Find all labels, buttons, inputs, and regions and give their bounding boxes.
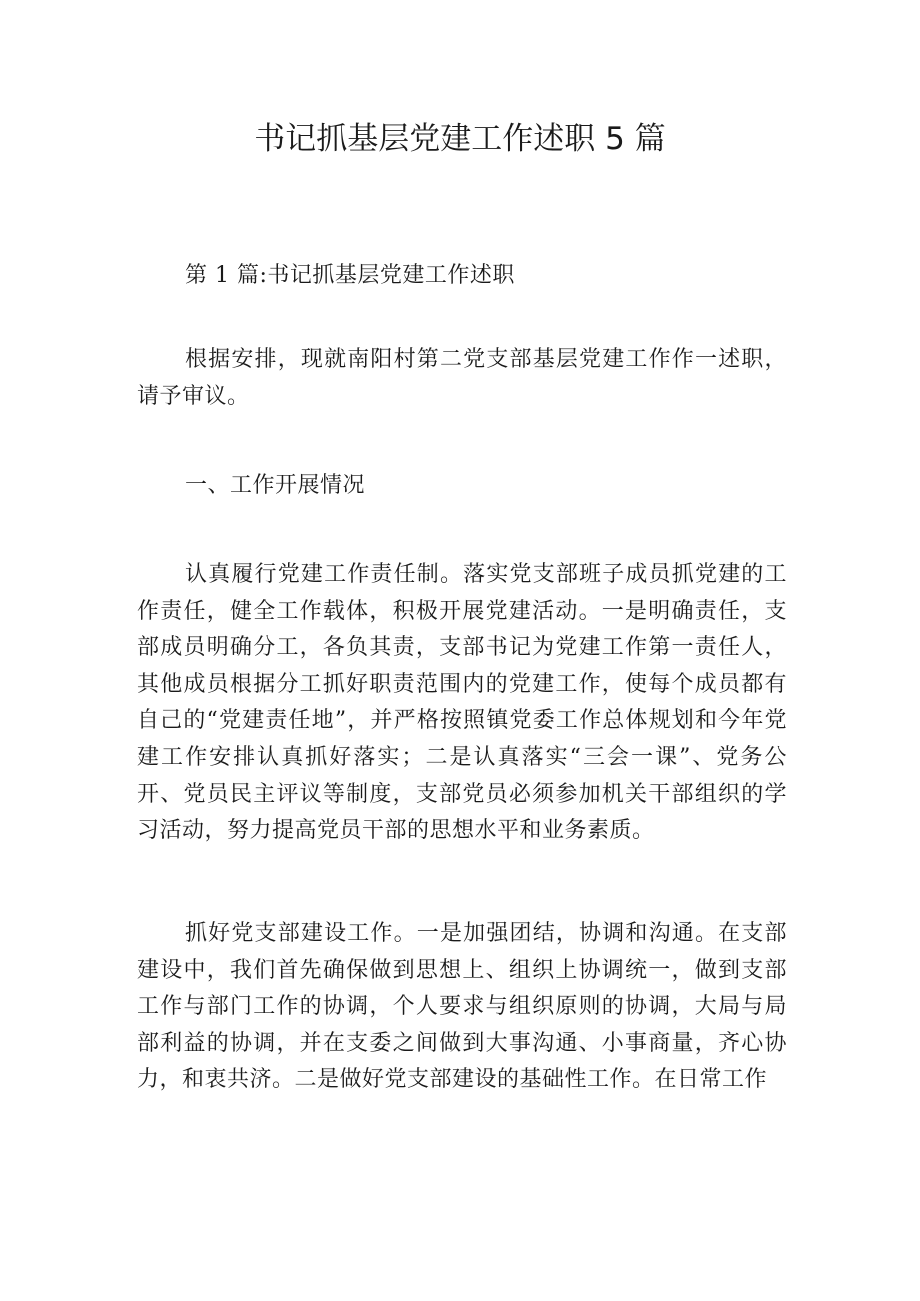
document-title: 书记抓基层党建工作述职 5 篇	[254, 121, 666, 157]
section-heading: 一、工作开展情况	[185, 473, 366, 498]
body-paragraph-1: 认真履行党建工作责任制。落实党支部班子成员抓党建的工作责任，健全工作载体，积极开展党建活动。一是明确责任，支部成员明确分工，各负其责，支部书记为党建工作第一责任人，其他成员根据分工抓好职责范围内的党建工作，使每个成员都有自己的“党建责任地”，并严格按照镇党委工作总体规划和今年党建工作安排认真抓好落实；二是认真落实“三会一课”、党务公开、党员民主评议等制度，支部党员必须参加机关干部组织的学习活动，努力提高党员干部的思想水平和业务素质。	[137, 562, 787, 844]
intro-paragraph: 根据安排，现就南阳村第二党支部基层党建工作作一述职，请予审议。	[137, 347, 787, 409]
article-heading: 第 1 篇:书记抓基层党建工作述职	[185, 263, 515, 288]
body-paragraph-2: 抓好党支部建设工作。一是加强团结，协调和沟通。在支部建设中，我们首先确保做到思想上、组织上协调统一，做到支部工作与部门工作的协调，个人要求与组织原则的协调，大局与局部利益的协调，并在支委之间做到大事沟通、小事商量，齐心协力，和衷共济。二是做好党支部建设的基础性工作。在日常工作	[137, 921, 787, 1093]
